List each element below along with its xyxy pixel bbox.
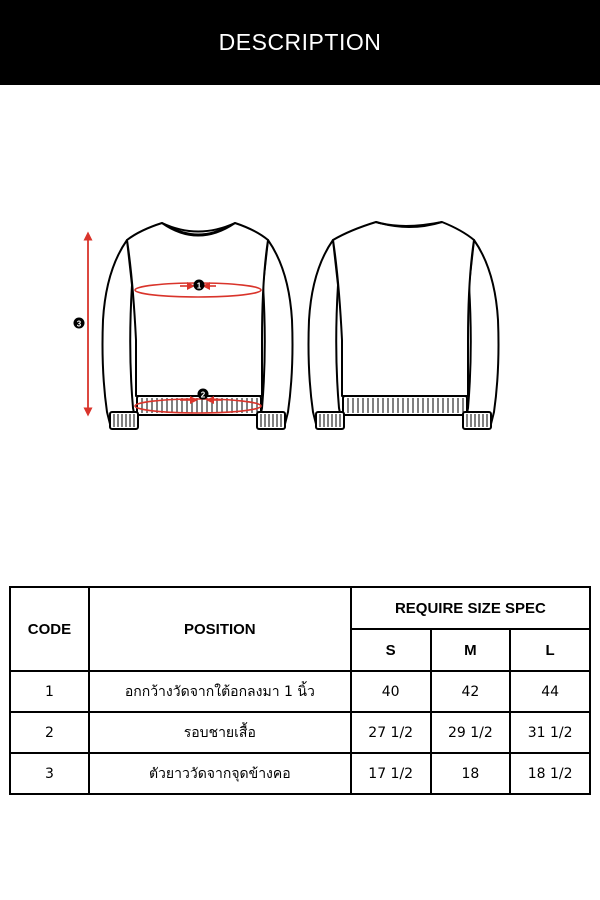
row-position: รอบชายเสื้อ [89, 712, 351, 753]
sweater-diagram [0, 200, 600, 450]
header-position: POSITION [89, 587, 351, 671]
row-value-l: 18 1/2 [510, 753, 590, 794]
sweater-back [309, 222, 499, 429]
row-value-m: 18 [431, 753, 511, 794]
header-size-l: L [510, 629, 590, 671]
table-header-row [10, 587, 590, 629]
table-row [10, 671, 590, 712]
header-size-m: M [431, 629, 511, 671]
row-code: 2 [10, 712, 89, 753]
page-title: DESCRIPTION [218, 29, 382, 55]
marker-1-label: 1 [196, 281, 202, 291]
marker-2-label: 2 [200, 390, 206, 400]
length-measurement [74, 236, 89, 412]
table-row [10, 712, 590, 753]
row-code: 1 [10, 671, 89, 712]
row-value-m: 29 1/2 [431, 712, 511, 753]
table-row [10, 753, 590, 794]
row-value-l: 31 1/2 [510, 712, 590, 753]
row-value-s: 17 1/2 [351, 753, 431, 794]
header-bar [0, 0, 600, 85]
header-size-s: S [351, 629, 431, 671]
row-position: อกกว้างวัดจากใต้อกลงมา 1 นิ้ว [89, 671, 351, 712]
row-code: 3 [10, 753, 89, 794]
header-require-size-spec: REQUIRE SIZE SPEC [351, 587, 590, 629]
row-value-s: 27 1/2 [351, 712, 431, 753]
row-value-m: 42 [431, 671, 511, 712]
row-value-l: 44 [510, 671, 590, 712]
row-value-s: 40 [351, 671, 431, 712]
header-code: CODE [10, 587, 89, 671]
size-spec-table [9, 586, 591, 795]
marker-3-label: 3 [76, 319, 82, 329]
row-position: ตัวยาววัดจากจุดข้างคอ [89, 753, 351, 794]
